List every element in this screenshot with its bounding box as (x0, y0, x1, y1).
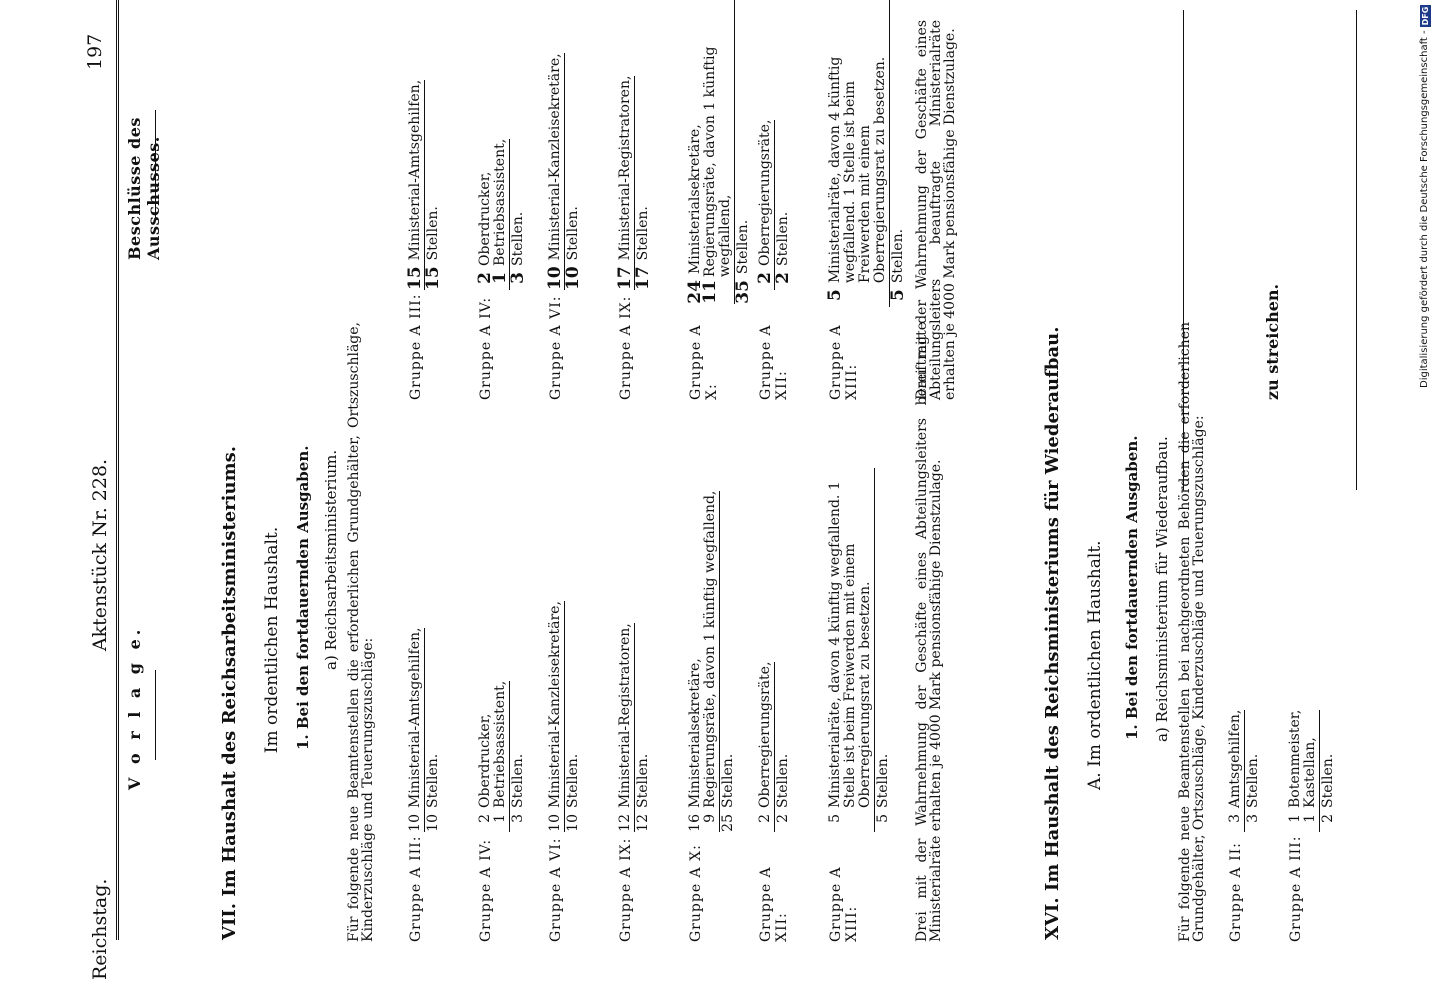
group-sum-line (634, 76, 651, 290)
group-row (825, 0, 908, 400)
group-line (545, 53, 565, 290)
group-values (545, 53, 583, 290)
group-values (405, 79, 443, 290)
group-label: Gruppe A III: (408, 835, 424, 942)
group-label: Gruppe A IX: (618, 837, 634, 942)
group-line (688, 491, 703, 832)
position-title: Stellen. (775, 211, 791, 266)
position-title: Stellen. (1320, 753, 1336, 808)
sub-a-label: a) Reichsarbeitsministerium. (322, 449, 340, 670)
count: 11 (700, 280, 720, 304)
section-xvi-subtitle: A. Im ordentlichen Haushalt. (1085, 540, 1105, 790)
group-label: Gruppe A X: (688, 324, 720, 400)
position-title: Ministerial-Registratoren, (617, 623, 633, 808)
group-line (825, 0, 888, 307)
group-values (685, 0, 753, 304)
right-heading: Beschlüsse des Ausschusses. (125, 117, 163, 260)
count: 25 (720, 814, 736, 832)
group-sum-line (889, 0, 906, 307)
header-title: Aktenstück Nr. 228. (89, 458, 111, 652)
position-title: Stellen. (875, 753, 891, 808)
section-vii-title: VII. Im Haushalt des Reichsarbeitsministeriums. (219, 445, 240, 940)
position-title: Stellen. (425, 753, 441, 808)
group-line (1228, 710, 1243, 832)
group-sum-line (719, 491, 736, 832)
count: 2 (1320, 814, 1336, 823)
position-title: Oberdrucker, (477, 171, 493, 266)
group-sum-line (774, 662, 791, 832)
count: 1 (492, 814, 508, 823)
count: 10 (565, 814, 581, 832)
group-row (1288, 710, 1336, 942)
position-title: Ministerial-Kanzleisekretäre, (547, 53, 563, 261)
group-row (685, 0, 753, 400)
group-sum-line (734, 0, 751, 304)
heading-rule (155, 670, 156, 760)
position-title: Stellen. (510, 753, 526, 808)
group-sum-line (1319, 710, 1336, 832)
section-xvi-subheading: 1. Bei den fortdauernden Ausgaben. (1123, 435, 1141, 740)
group-line (478, 681, 493, 832)
position-title: Stellen. (425, 206, 441, 261)
group-row (688, 491, 736, 942)
position-title: Ministerialräte, davon 4 künftig wegfallend. 1 Stelle ist beim Freiwerden mit einem Oberregierungsrat zu besetzen. (827, 56, 888, 284)
group-line (493, 681, 508, 832)
count: 12 (617, 814, 633, 832)
group-values (825, 0, 908, 307)
position-title: Stellen. (735, 219, 751, 275)
header-left: Reichstag. (89, 878, 111, 980)
group-values (755, 119, 793, 290)
position-title: Ministerial-Amtsgehilfen, (407, 79, 423, 261)
group-row (545, 53, 583, 400)
count: 3 (508, 272, 528, 284)
group-line (405, 79, 425, 290)
group-row (758, 662, 791, 942)
group-row (755, 119, 793, 400)
left-heading: V o r l a g e. (125, 625, 144, 790)
count: 10 (425, 814, 441, 832)
count: 5 (888, 289, 908, 302)
position-title: Stellen. (1245, 753, 1261, 808)
group-values (828, 468, 891, 832)
count: 3 (1245, 814, 1261, 823)
count: 12 (635, 814, 651, 832)
count: 16 (687, 814, 703, 832)
group-sum-line (634, 623, 651, 832)
group-sum-line (1244, 710, 1261, 832)
group-values (1228, 710, 1261, 832)
group-label: Gruppe A X: (688, 844, 704, 942)
group-line (618, 623, 633, 832)
group-values (1288, 710, 1336, 832)
count: 10 (407, 814, 423, 832)
position-title: Stellen. (565, 206, 581, 261)
group-label: Gruppe A XIII: (828, 866, 860, 942)
count: 5 (875, 814, 891, 823)
section-xvi-sub-a: a) Reichsministerium für Wiederaufbau. (1153, 436, 1171, 742)
group-line (755, 119, 775, 290)
count: 10 (563, 266, 583, 290)
group-row (548, 601, 581, 942)
page-number: 197 (84, 33, 106, 70)
group-line (1303, 710, 1318, 832)
position-title: Amtsgehilfen, (1227, 709, 1243, 808)
position-title: Stellen. (635, 753, 651, 808)
count: 9 (702, 814, 718, 823)
section-vii-subtitle: Im ordentlichen Haushalt. (262, 526, 282, 754)
group-sum-line (509, 681, 526, 832)
count: 2 (775, 814, 791, 823)
group-line (700, 0, 733, 304)
group-label: Gruppe A IX: (618, 295, 634, 400)
group-label: Gruppe A XII: (758, 324, 790, 400)
count: 35 (733, 280, 753, 304)
count: 2 (773, 272, 793, 284)
count: 17 (615, 266, 635, 290)
count: 3 (510, 814, 526, 823)
group-row (478, 681, 526, 942)
group-label: Gruppe A XIII: (828, 324, 860, 400)
group-row (408, 628, 441, 942)
group-line (490, 138, 510, 290)
position-title: Ministerial-Amtsgehilfen, (407, 627, 423, 808)
position-title: Betriebsassistent, (492, 680, 508, 808)
section-xvi-intro: Für folgende neue Beamtenstellen bei nachgeordneten Behörden die erforderlichen Grundgehälter, Ortszuschläge, Kinderzuschläge und Teuerungszuschläge: (1177, 322, 1207, 942)
position-title: Stellen. (635, 206, 651, 261)
group-row (615, 75, 653, 400)
count: 5 (827, 814, 843, 823)
group-row (1228, 710, 1261, 942)
position-title: Regierungsräte, davon 1 künftig wegfallend, (702, 46, 733, 278)
count: 1 (1302, 814, 1318, 823)
left-closing-paragraph: Drei mit der Wahrnehmung der Geschäfte eines Abteilungsleiters beauftragte Ministerialräte erhalten je 4000 Mark pensionsfähige Dienstzulage. (914, 322, 944, 942)
group-values (548, 601, 581, 832)
count: 5 (825, 289, 845, 302)
group-values (408, 628, 441, 832)
group-row (475, 138, 528, 400)
count: 2 (477, 814, 493, 823)
group-line (615, 75, 635, 290)
section-xvi-title: XVI. Im Haushalt des Reichsministeriums für Wiederaufbau. (1042, 326, 1063, 940)
position-title: Ministerial-Registratoren, (617, 75, 633, 261)
group-values (688, 491, 736, 832)
position-title: Oberregierungsräte, (757, 661, 773, 808)
group-values (618, 623, 651, 832)
position-title: Oberregierungsräte, (757, 119, 773, 266)
group-label: Gruppe A IV: (478, 296, 494, 400)
group-sum-line (564, 601, 581, 832)
position-title: Botenmeister, (1287, 709, 1303, 808)
strike-brace (1183, 10, 1357, 490)
count: 2 (755, 272, 775, 284)
group-values (475, 138, 528, 290)
position-title: Stellen. (720, 753, 736, 808)
header-rule (116, 0, 119, 940)
count: 1 (1287, 814, 1303, 823)
group-label: Gruppe A IV: (478, 838, 494, 942)
group-row (618, 623, 651, 942)
count: 24 (685, 280, 705, 304)
group-sum-line (424, 628, 441, 832)
group-sum-line (874, 468, 891, 832)
group-values (615, 75, 653, 290)
intro-paragraph: Für folgende neue Beamtenstellen die erforderlichen Grundgehälter, Ortszuschläge, Kinderzuschläge und Teuerungszuschläge: (346, 322, 376, 942)
group-row (828, 468, 891, 942)
position-title: Ministerialräte, davon 4 künftig wegfallend. 1 Stelle ist beim Freiwerden mit einem Oberregierungsrat zu besetzen. (827, 481, 873, 808)
position-title: Regierungsräte, davon 1 künftig wegfallend, (702, 490, 718, 808)
count: 10 (547, 814, 563, 832)
group-line (475, 139, 495, 290)
position-title: Stellen. (890, 228, 906, 284)
watermark-text: Digitalisierung gefördert durch die Deutsche Forschungsgemeinschaft - (1419, 30, 1430, 388)
position-title: Stellen. (510, 211, 526, 266)
position-title: Stellen. (565, 753, 581, 808)
group-line (548, 601, 563, 832)
group-line (828, 468, 873, 832)
group-label: Gruppe A II: (1228, 842, 1244, 942)
position-title: Ministerialsekretäre, (687, 658, 703, 808)
group-sum-line (564, 53, 581, 290)
group-values (758, 662, 791, 832)
count: 10 (545, 266, 565, 290)
group-row (405, 79, 443, 400)
group-values (478, 681, 526, 832)
count: 2 (475, 272, 495, 284)
group-sum-line (424, 80, 441, 290)
section-vii-subheading: 1. Bei den fortdauernden Ausgaben. (294, 445, 312, 750)
group-line (1288, 710, 1303, 832)
position-title: Kastellan, (1302, 737, 1318, 808)
dfg-logo: DFG (1420, 6, 1430, 26)
position-title: Oberdrucker, (477, 713, 493, 808)
group-line (685, 0, 705, 304)
count: 17 (633, 266, 653, 290)
right-heading-rule (155, 110, 156, 220)
count: 3 (1227, 814, 1243, 823)
position-title: Ministerial-Kanzleisekretäre, (547, 601, 563, 808)
group-label: Gruppe A III: (1288, 835, 1304, 942)
group-label: Gruppe A VI: (548, 295, 564, 400)
strike-note: zu streichen. (1263, 283, 1282, 400)
position-title: Betriebsassistent, (492, 138, 508, 266)
position-title: Ministerialsekretäre, (687, 124, 703, 275)
count: 1 (490, 272, 510, 284)
group-label: Gruppe A XII: (758, 866, 790, 942)
count: 15 (423, 266, 443, 290)
group-label: Gruppe A III: (408, 293, 424, 400)
group-line (408, 628, 423, 832)
count: 15 (405, 266, 425, 290)
group-sum-line (774, 120, 791, 290)
right-closing-paragraph: Drei mit der Wahrnehmung der Geschäfte eines Abteilungsleiters beauftragte Ministerialräte erhalten je 4000 Mark pensionsfähige Dienstzulage. (914, 20, 958, 400)
group-line (703, 491, 718, 832)
group-line (758, 662, 773, 832)
group-label: Gruppe A VI: (548, 837, 564, 942)
watermark (1418, 8, 1432, 388)
count: 2 (757, 814, 773, 823)
position-title: Stellen. (775, 753, 791, 808)
group-sum-line (509, 139, 526, 290)
